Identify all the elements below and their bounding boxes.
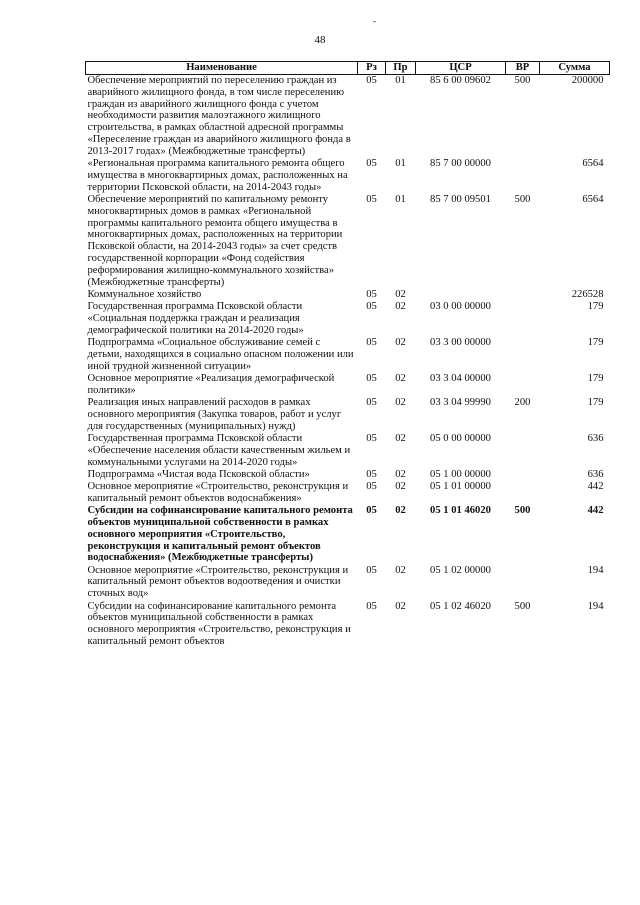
header-csr: ЦСР xyxy=(416,62,506,75)
table-row xyxy=(86,397,610,433)
row-name: Государственная программа Псковской области «Обеспечение населения области качественным жильем и коммунальными услугами на 2014-2020 годы» xyxy=(87,432,351,468)
row-vr: 500 xyxy=(514,193,531,205)
row-sum: 6564 xyxy=(582,193,604,205)
row-csr: 85 6 00 09602 xyxy=(430,75,491,86)
table-row xyxy=(86,194,610,289)
row-pr: 01 xyxy=(395,193,406,205)
table-row xyxy=(86,481,610,505)
row-name: Государственная программа Псковской области «Социальная поддержка граждан и реализация демографической политики на 2014-2020 годы» xyxy=(87,301,304,336)
row-rz: 05 xyxy=(366,600,377,612)
row-csr: 03 3 04 99990 xyxy=(430,397,491,409)
row-vr: 500 xyxy=(514,75,531,86)
row-csr: 05 1 00 00000 xyxy=(430,468,491,480)
row-vr: 500 xyxy=(514,600,531,612)
row-sum: 200000 xyxy=(571,75,604,86)
row-vr xyxy=(506,289,540,301)
table-row xyxy=(86,505,610,564)
row-csr: 05 1 02 46020 xyxy=(430,600,491,612)
row-rz: 05 xyxy=(366,432,377,444)
row-pr: 01 xyxy=(395,158,406,170)
row-rz: 05 xyxy=(366,288,377,300)
row-csr: 03 3 00 00000 xyxy=(430,337,491,349)
row-vr: 200 xyxy=(514,397,531,409)
header-name: Наименование xyxy=(86,62,358,75)
row-pr: 02 xyxy=(395,481,406,493)
row-sum: 442 xyxy=(587,505,604,517)
row-sum: 6564 xyxy=(582,158,604,170)
row-rz: 05 xyxy=(366,505,377,517)
header-rz: Рз xyxy=(358,62,386,75)
row-vr xyxy=(506,337,540,373)
row-name: Подпрограмма «Социальное обслуживание семей с детьми, находящихся в социально опасном положении или иной трудной жизненной ситуации» xyxy=(87,337,354,372)
row-pr: 01 xyxy=(395,75,406,86)
table-row xyxy=(86,373,610,397)
row-sum: 442 xyxy=(587,481,604,493)
row-rz: 05 xyxy=(366,564,377,576)
row-name: Основное мероприятие «Реализация демографической политики» xyxy=(87,372,335,396)
table-header-row xyxy=(86,62,610,75)
row-pr: 02 xyxy=(395,397,406,409)
row-sum: 179 xyxy=(587,301,604,313)
row-pr: 02 xyxy=(395,564,406,576)
header-pr: Пр xyxy=(386,62,416,75)
row-sum: 636 xyxy=(587,468,604,480)
table-row xyxy=(86,289,610,301)
row-pr: 02 xyxy=(395,432,406,444)
row-rz: 05 xyxy=(366,75,377,86)
header-sum: Сумма xyxy=(540,62,610,75)
row-name: Подпрограмма «Чистая вода Псковской области» xyxy=(87,468,310,480)
row-pr: 02 xyxy=(395,288,406,300)
row-rz: 05 xyxy=(366,158,377,170)
row-rz: 05 xyxy=(366,337,377,349)
row-pr: 02 xyxy=(395,468,406,480)
page-number: 48 xyxy=(314,34,326,46)
row-sum: 179 xyxy=(587,337,604,349)
row-name: Реализация иных направлений расходов в рамках основного мероприятия (Закупка товаров, работ и услуг для государственных (муниципальных) нужд) xyxy=(87,397,342,432)
row-rz: 05 xyxy=(366,481,377,493)
table-row xyxy=(86,469,610,481)
row-name: «Региональная программа капитального ремонта общего имущества в многоквартирных домах, расположенных на территории Псковской области, на 2014-2043 годы» xyxy=(87,158,348,193)
page-mark: - xyxy=(373,16,376,26)
budget-table xyxy=(85,61,610,648)
row-name: Субсидии на софинансирование капитального ремонта объектов муниципальной собственности в рамках основного мероприятия «Строительство, реконструкция и капитальный ремонт объектов xyxy=(87,600,351,647)
row-pr: 02 xyxy=(395,337,406,349)
row-csr: 85 7 00 09501 xyxy=(430,193,491,205)
row-vr xyxy=(506,433,540,469)
row-name: Основное мероприятие «Строительство, реконструкция и капитальный ремонт объектов водоснабжения» xyxy=(87,481,349,504)
row-vr xyxy=(506,301,540,337)
row-vr xyxy=(506,373,540,397)
row-csr xyxy=(416,289,506,301)
row-pr: 02 xyxy=(395,301,406,313)
header-vr: ВР xyxy=(506,62,540,75)
table-row xyxy=(86,433,610,469)
row-rz: 05 xyxy=(366,397,377,409)
row-name: Коммунальное хозяйство xyxy=(87,288,202,300)
row-pr: 02 xyxy=(395,600,406,612)
row-rz: 05 xyxy=(366,301,377,313)
row-name: Субсидии на софинансирование капитального ремонта объектов муниципальной собственности в рамках основного мероприятия «Строительство, реконструкция и капитальный ремонт объектов водоснабжения» (Межбюджетные трансферты) xyxy=(87,505,353,564)
table-row xyxy=(86,337,610,373)
row-rz: 05 xyxy=(366,193,377,205)
row-csr: 85 7 00 00000 xyxy=(430,158,491,170)
table-row xyxy=(86,601,610,649)
row-sum: 194 xyxy=(587,564,604,576)
row-csr: 05 0 00 00000 xyxy=(430,432,491,444)
table-row xyxy=(86,301,610,337)
row-name: Обеспечение мероприятий по переселению граждан из аварийного жилищного фонда, в том числе переселению граждан из аварийного жилищного фонда с учетом необходимости развития малоэтажного жилищного строительства, в рамках областной адресной программы «Переселение граждан из аварийного жилищного фонда в 2013-2017 годах» (Межбюджетные трансферты) xyxy=(87,75,351,157)
row-sum: 636 xyxy=(587,432,604,444)
row-pr: 02 xyxy=(395,372,406,384)
table-row xyxy=(86,75,610,159)
row-sum: 194 xyxy=(587,600,604,612)
row-csr: 05 1 01 00000 xyxy=(430,481,491,493)
row-csr: 05 1 02 00000 xyxy=(430,564,491,576)
row-sum: 179 xyxy=(587,372,604,384)
row-vr xyxy=(506,565,540,601)
table-row xyxy=(86,158,610,194)
row-vr: 500 xyxy=(514,505,531,517)
row-sum: 179 xyxy=(587,397,604,409)
row-pr: 02 xyxy=(395,505,406,517)
table-row xyxy=(86,565,610,601)
row-vr xyxy=(506,469,540,481)
row-name: Обеспечение мероприятий по капитальному ремонту многоквартирных домов в рамках «Региональной программы капитального ремонта общего имущества в многоквартирных домах, расположенных на территории Псковской области, на 2014-2043 годы» за счет средств государственной корпорации «Фонд содействия реформирования жилищно-коммунального хозяйства» (Межбюджетные трансферты) xyxy=(87,193,343,288)
row-rz: 05 xyxy=(366,468,377,480)
row-vr xyxy=(506,481,540,505)
row-csr: 03 3 04 00000 xyxy=(430,372,491,384)
row-csr: 03 0 00 00000 xyxy=(430,301,491,313)
row-rz: 05 xyxy=(366,372,377,384)
row-csr: 05 1 01 46020 xyxy=(430,505,491,517)
row-vr xyxy=(506,158,540,194)
row-name: Основное мероприятие «Строительство, реконструкция и капитальный ремонт объектов водоотведения и очистки сточных вод» xyxy=(87,564,349,600)
row-sum: 226528 xyxy=(571,288,604,300)
